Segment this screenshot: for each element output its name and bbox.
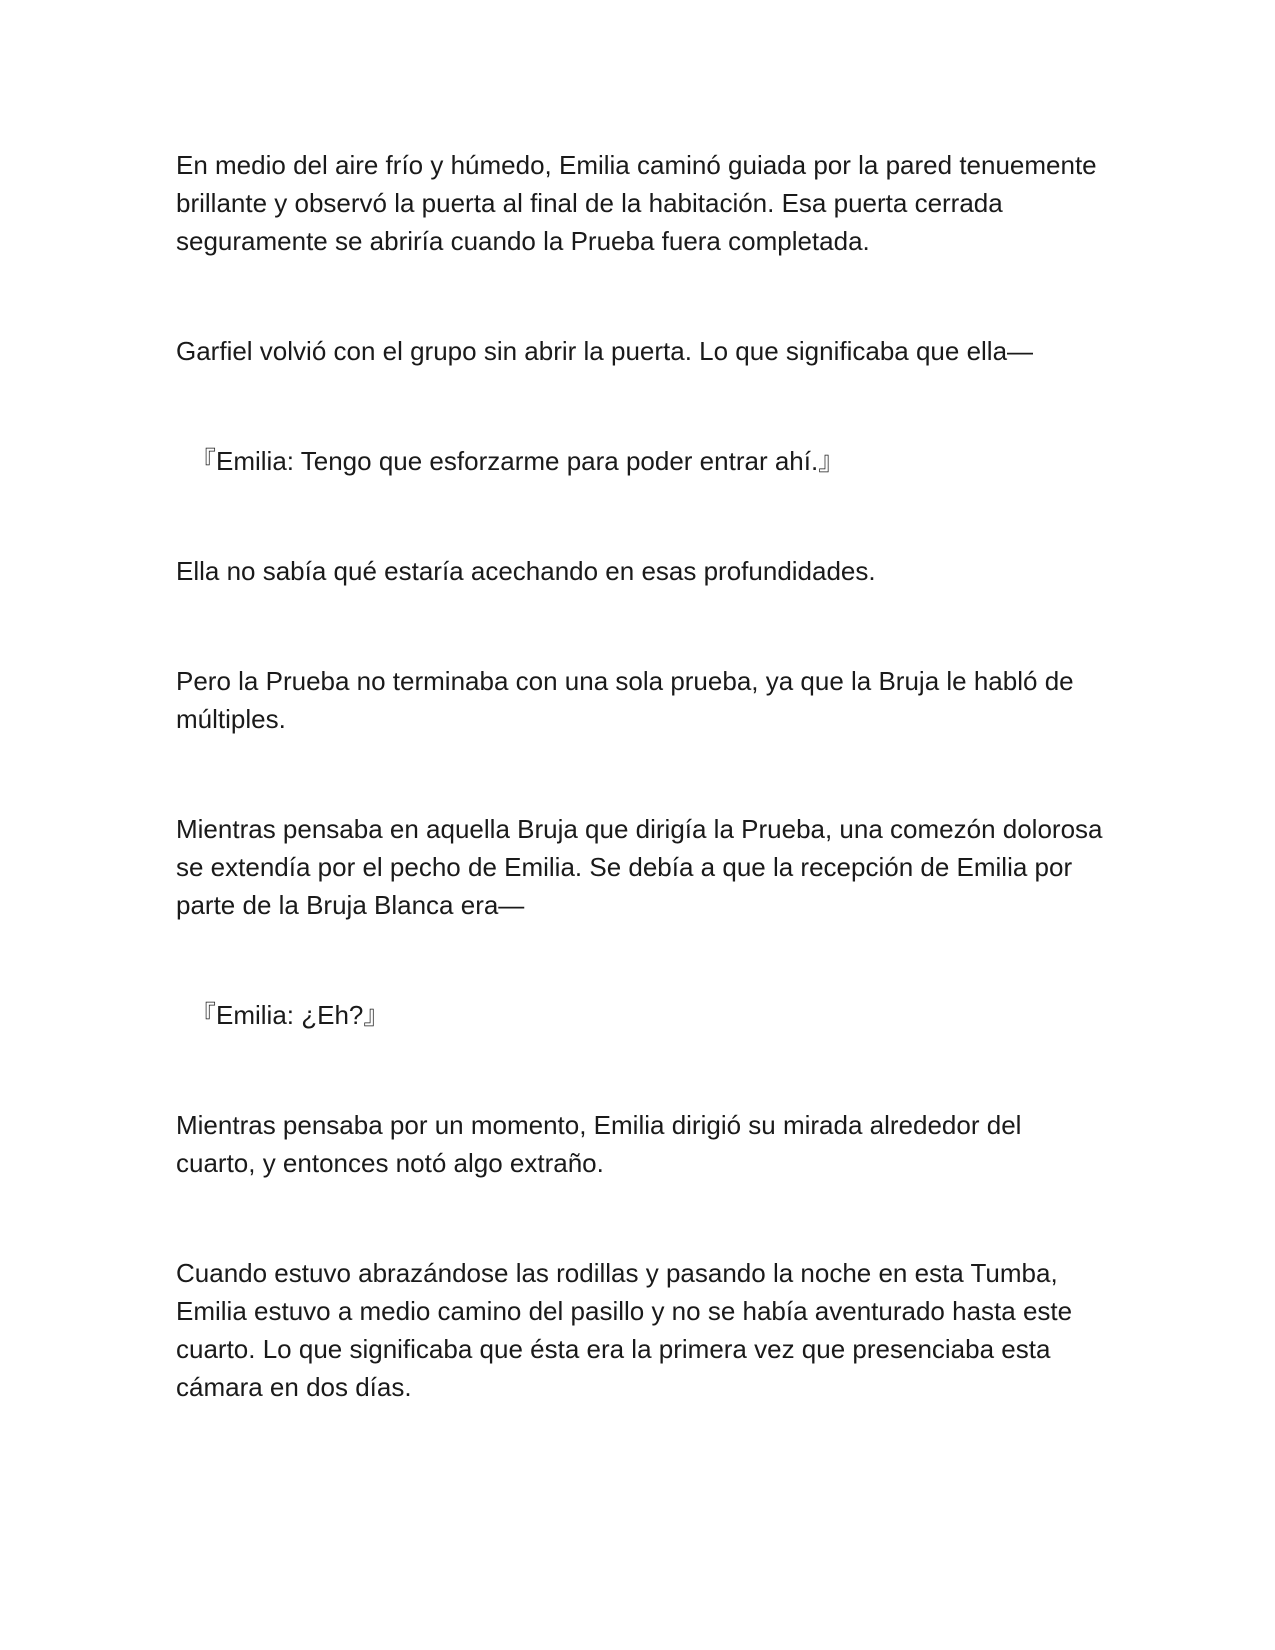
paragraph-3: Ella no sabía qué estaría acechando en esas profundidades. <box>176 556 876 586</box>
dialogue-line-1: 『Emilia: Tengo que esforzarme para poder entrar ahí.』 <box>190 446 845 476</box>
dialogue-line-2: 『Emilia: ¿Eh?』 <box>190 1000 390 1030</box>
paragraph-4: Pero la Prueba no terminaba con una sola prueba, ya que la Bruja le habló de múltiples. <box>176 666 1074 734</box>
paragraph-6: Mientras pensaba por un momento, Emilia dirigió su mirada alrededor del cuarto, y entonces notó algo extraño. <box>176 1110 1022 1178</box>
paragraph-1: En medio del aire frío y húmedo, Emilia caminó guiada por la pared tenuemente brillante y observó la puerta al final de la habitación. Esa puerta cerrada seguramente se abriría cuando la Prueba fuera completada. <box>176 150 1097 256</box>
document-body <box>176 146 1106 1478</box>
paragraph-2: Garfiel volvió con el grupo sin abrir la puerta. Lo que significaba que ella— <box>176 336 1034 366</box>
paragraph-5: Mientras pensaba en aquella Bruja que dirigía la Prueba, una comezón dolorosa se extendía por el pecho de Emilia. Se debía a que la recepción de Emilia por parte de la Bruja Blanca era— <box>176 814 1103 920</box>
paragraph-7: Cuando estuvo abrazándose las rodillas y pasando la noche en esta Tumba, Emilia estuvo a medio camino del pasillo y no se había aventurado hasta este cuarto. Lo que significaba que ésta era la primera vez que presenciaba esta cámara en dos días. <box>176 1258 1073 1402</box>
